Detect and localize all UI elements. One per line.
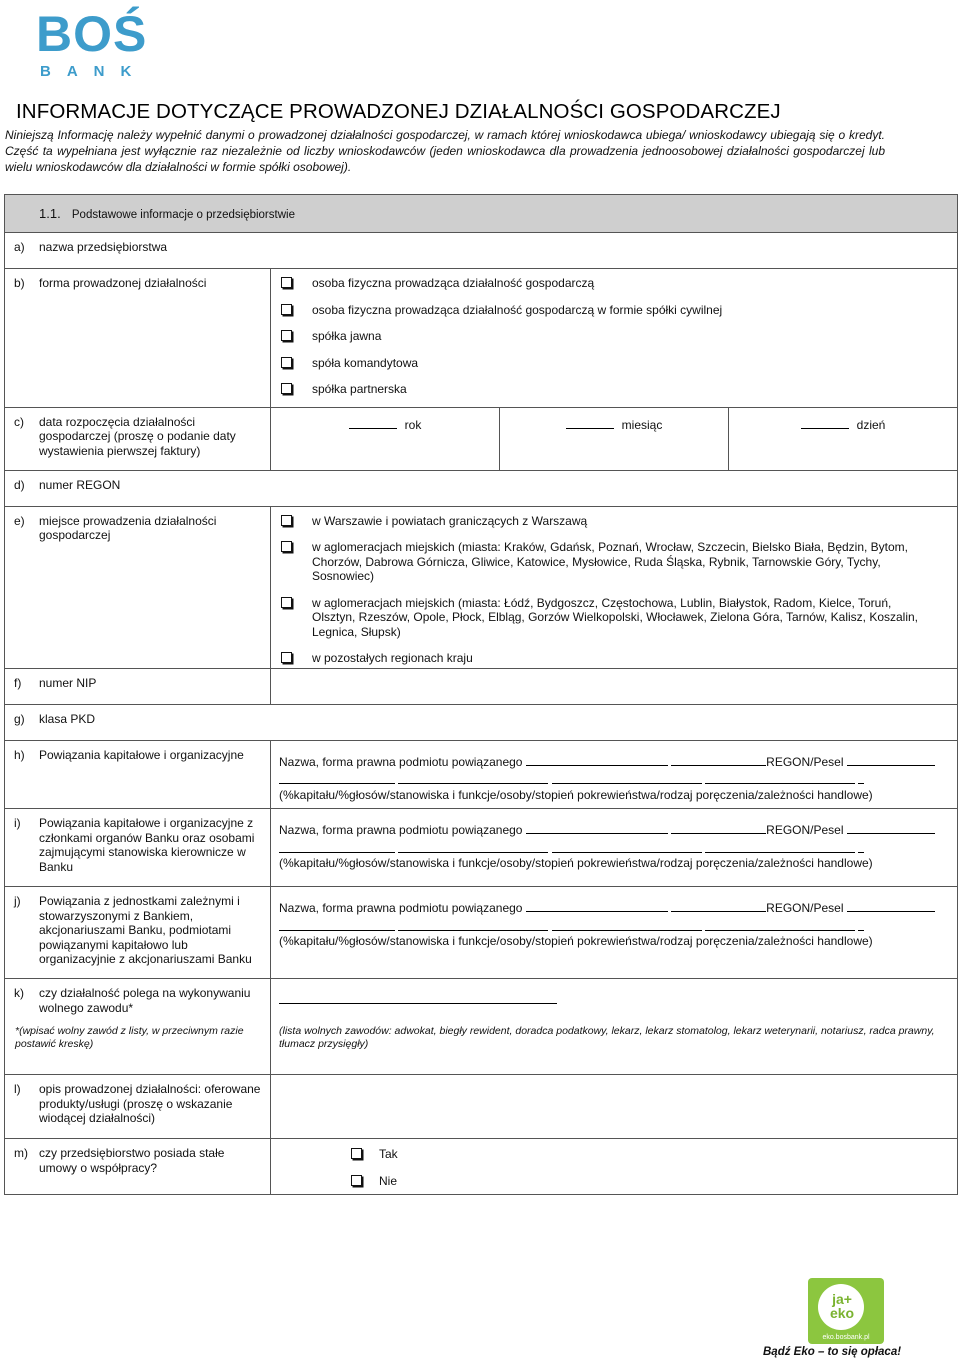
bank-logo xyxy=(36,6,148,82)
row-company-name[interactable] xyxy=(5,233,958,269)
contracts-options xyxy=(271,1139,958,1195)
row-letter: e) xyxy=(14,513,25,528)
row-label: opis prowadzonej działalności: oferowane produkty/usługi (proszę o wskazanie wiodącej działalności) xyxy=(39,1082,261,1125)
relation-hint: (%kapitału/%głosów/stanowiska i funkcje/osoby/stopień pokrewieństwa/rodzaj poręczenia/zależności handlowe) xyxy=(279,787,873,802)
row-label: czy przedsiębiorstwo posiada stałe umowy o współpracy? xyxy=(39,1146,225,1175)
option-label: w pozostałych regionach kraju xyxy=(312,651,473,665)
option-label: osoba fizyczna prowadząca działalność gospodarczą xyxy=(312,276,595,290)
nip-field[interactable] xyxy=(271,668,958,704)
row-letter: c) xyxy=(14,414,24,429)
bank-bodies-field[interactable] xyxy=(271,809,958,887)
row-label: nazwa przedsiębiorstwa xyxy=(39,240,168,254)
checkbox[interactable] xyxy=(281,597,292,608)
row-letter: d) xyxy=(14,477,25,492)
row-label: czy działalność polega na wykonywaniu wolnego zawodu* xyxy=(39,986,251,1015)
intro-text: Niniejszą Informację należy wypełnić danymi o prowadzonej działalności gospodarczej, w ramach której wnioskodawca ubiega/ wnioskodawcy ubiegają się o kredyt. Część ta wypełniana jest wyłącznie raz niezależnie od liczby wnioskodawców (jeden wnioskodawca dla prowadzenia jednoosobowej działalności gospodarczej lub wielu wnioskodawców dla działalności w formie spółki osobowej). xyxy=(5,128,885,174)
row-contracts-label xyxy=(5,1139,271,1195)
option-no: Nie xyxy=(379,1173,398,1188)
row-letter: f) xyxy=(14,675,22,690)
checkbox[interactable] xyxy=(281,541,292,552)
eko-badge xyxy=(808,1278,884,1344)
relation-prefix: Nazwa, forma prawna podmiotu powiązanego xyxy=(279,823,523,837)
relation-prefix: Nazwa, forma prawna podmiotu powiązanego xyxy=(279,901,523,915)
section-number: 1.1. xyxy=(39,206,61,221)
description-field[interactable] xyxy=(271,1075,958,1139)
profession-list: (lista wolnych zawodów: adwokat, biegły rewident, doradca podatkowy, lekarz, lekarz stomatolog, lekarz weterynarii, notariusz, radca prawny, tłumacz przysięgły) xyxy=(279,1025,935,1050)
row-letter: i) xyxy=(14,816,21,830)
business-info-form xyxy=(4,194,958,1195)
day-field[interactable] xyxy=(729,408,957,470)
checkbox[interactable] xyxy=(281,304,292,315)
row-letter: l) xyxy=(14,1082,21,1096)
row-letter: g) xyxy=(14,711,25,726)
row-label: forma prowadzonej działalności xyxy=(39,276,207,290)
checkbox-no[interactable] xyxy=(351,1175,362,1186)
row-label: data rozpoczęcia działalności gospodarczej (proszę o podanie daty wystawienia pierwszej faktury) xyxy=(39,414,236,458)
month-field[interactable] xyxy=(500,408,729,470)
row-letter: j) xyxy=(14,894,21,908)
year-field[interactable] xyxy=(271,408,500,470)
option-label: w Warszawie i powiatach graniczących z Warszawą xyxy=(312,513,588,528)
row-bank-bodies-label xyxy=(5,809,271,887)
row-subsidiaries-label xyxy=(5,887,271,979)
option-label: spółka partnerska xyxy=(312,382,407,396)
month-label: miesiąc xyxy=(621,417,663,432)
checkbox[interactable] xyxy=(281,357,292,368)
logo-word: BOŚ xyxy=(36,6,148,62)
row-label: numer NIP xyxy=(39,675,97,690)
profession-note: *(wpisać wolny zawód z listy, w przeciwnym razie postawić kreskę) xyxy=(15,1025,244,1050)
relation-hint: (%kapitału/%głosów/stanowiska i funkcje/osoby/stopień pokrewieństwa/rodzaj poręczenia/zależności handlowe) xyxy=(279,856,873,870)
checkbox[interactable] xyxy=(281,515,292,526)
business-form-options xyxy=(271,269,958,408)
checkbox[interactable] xyxy=(281,330,292,341)
row-label: miejsce prowadzenia działalności gospodarczej xyxy=(39,513,217,542)
row-business-form-label xyxy=(5,269,271,408)
liberal-profession-field[interactable] xyxy=(271,979,958,1075)
row-letter: b) xyxy=(14,276,25,290)
checkbox-yes[interactable] xyxy=(351,1148,362,1159)
row-start-date-label xyxy=(5,407,271,470)
relation-suffix: REGON/Pesel xyxy=(766,823,844,837)
location-options xyxy=(271,506,958,668)
capital-links-field[interactable] xyxy=(271,740,958,809)
page-title: INFORMACJE DOTYCZĄCE PROWADZONEJ DZIAŁALNOŚCI GOSPODARCZEJ xyxy=(16,100,781,123)
row-label: Powiązania z jednostkami zależnymi i stowarzyszonymi z Bankiem, akcjonariuszami Banku, podmiotami powiązanymi kapitałowo lub organizacyjnie z akcjonariuszami Banku xyxy=(39,894,252,966)
row-label: Powiązania kapitałowe i organizacyjne z członkami organów Banku oraz osobami zajmującymi stanowiska kierownicze w Banku xyxy=(39,816,255,874)
option-label: spółka jawna xyxy=(312,329,382,343)
start-date-fields xyxy=(271,407,958,470)
row-description-label xyxy=(5,1075,271,1139)
section-header xyxy=(5,195,958,233)
eko-site: eko.bosbank.pl xyxy=(822,1334,870,1341)
eko-text: ja+ eko xyxy=(829,1291,855,1321)
row-letter: k) xyxy=(14,986,24,1000)
row-nip-label xyxy=(5,668,271,704)
checkbox[interactable] xyxy=(281,652,292,663)
row-label: numer REGON xyxy=(39,477,121,492)
checkbox[interactable] xyxy=(281,277,292,288)
row-letter: h) xyxy=(14,747,25,762)
relation-hint: (%kapitału/%głosów/stanowiska i funkcje/osoby/stopień pokrewieństwa/rodzaj poręczenia/zależności handlowe) xyxy=(279,934,873,948)
option-label: osoba fizyczna prowadząca działalność gospodarczą w formie spółki cywilnej xyxy=(312,302,723,317)
option-label: w aglomeracjach miejskich (miasta: Łódź, Bydgoszcz, Częstochowa, Lublin, Białystok, Radom, Kielce, Toruń, Olsztyn, Rzeszów, Opole, Płock, Elbląg, Gorzów Wielkopolski, Włocławek, Zielona Góra, Tarnów, Kalisz, Koszalin, Legnica, Słupsk) xyxy=(312,595,919,639)
option-label: w aglomeracjach miejskich (miasta: Kraków, Gdańsk, Poznań, Wrocław, Szczecin, Bielsko Biała, Będzin, Bytom, Chorzów, Dabrowa Górnicza, Gliwice, Katowice, Mysłowice, Ruda Śląska, Rybnik, Tarnowskie Góry, Tychy, Sosnowiec) xyxy=(312,540,909,583)
row-liberal-profession-label xyxy=(5,979,271,1075)
row-location-label xyxy=(5,506,271,668)
row-letter: m) xyxy=(14,1146,28,1160)
relation-prefix: Nazwa, forma prawna podmiotu powiązanego xyxy=(279,754,523,769)
logo-sub: BANK xyxy=(40,63,148,80)
option-yes: Tak xyxy=(379,1147,398,1161)
relation-suffix: REGON/Pesel xyxy=(766,754,844,769)
section-title: Podstawowe informacje o przedsiębiorstwie xyxy=(71,209,295,221)
day-label: dzień xyxy=(856,417,886,432)
row-letter: a) xyxy=(14,240,25,254)
row-pkd[interactable] xyxy=(5,704,958,740)
year-label: rok xyxy=(404,417,422,432)
option-label: spóła komandytowa xyxy=(312,355,419,370)
footer-slogan: Bądź Eko – to się opłaca! xyxy=(763,1346,902,1358)
subsidiaries-field[interactable] xyxy=(271,887,958,979)
relation-suffix: REGON/Pesel xyxy=(766,901,844,915)
checkbox[interactable] xyxy=(281,383,292,394)
row-regon[interactable] xyxy=(5,470,958,506)
row-capital-links-label xyxy=(5,740,271,809)
row-label: klasa PKD xyxy=(39,711,96,726)
row-label: Powiązania kapitałowe i organizacyjne xyxy=(39,747,244,762)
